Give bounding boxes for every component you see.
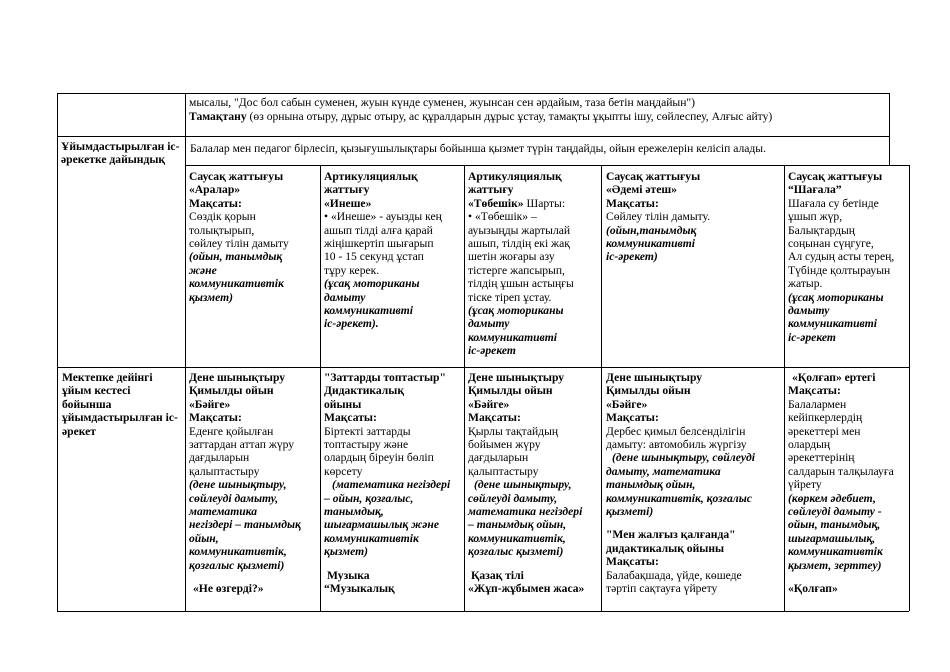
prep-col-2-name: «Инеше» — [324, 196, 372, 210]
prep-col-5-note: (ұсақ моториканы — [788, 290, 884, 304]
prep-col-1-note: және — [189, 263, 217, 277]
org-col-1-heading: Дене шынықтыру — [189, 371, 286, 384]
org-col-4-game2-type: дидактикалық ойыны — [606, 541, 725, 555]
org-col-1-note: (дене шынықтыру, — [189, 478, 287, 492]
org-col-1-note: ойын, — [189, 531, 219, 545]
org-col-4-game2-text: тәртіп сақтауға үйрету — [606, 582, 718, 596]
label-column-border — [185, 93, 186, 611]
org-col-3-note: – танымдық ойын, — [468, 518, 567, 532]
org-col-1-text: заттардан аттап жүру — [189, 438, 295, 452]
org-col-5-text: олардың — [788, 438, 831, 452]
org-col-3-text: қалыптастыру — [468, 464, 539, 478]
org-col-2-note: коммуникативтік — [324, 531, 419, 545]
prep-col-1-text: сөйлеу тілін дамыту — [189, 237, 289, 251]
prep-col-5-title: Саусақ жаттығуы — [788, 170, 883, 183]
org-col-5-note: коммуникативтік — [788, 545, 883, 559]
prep-col-3 — [468, 170, 600, 358]
org-col-5-text: әрекеттері мен — [788, 424, 861, 438]
org-col-2-note: танымдық, — [324, 505, 384, 519]
row-divider-1 — [57, 136, 890, 137]
prep-col-4-text: Сөйлеу тілін дамыту. — [606, 210, 711, 224]
org-col-5-title: «Қолғап» — [792, 371, 842, 384]
prep-col-1 — [189, 170, 319, 304]
org-col-3-note: коммуникативтік, — [468, 531, 566, 545]
org-col-1-goal-label: Мақсаты: — [189, 411, 242, 425]
prep-col-3-title: Артикуляциялық — [468, 170, 562, 183]
prep-col-1-text: Сөздік қорын — [189, 210, 256, 224]
org-col-4-text: дамыту: автомобиль жүргізу — [606, 438, 747, 452]
org-col-3-lang-title: «Жұп-жұбымен жаса» — [468, 582, 585, 596]
org-col-1-note: негіздері – танымдық — [189, 518, 301, 532]
prep-col-3-note: дамыту — [468, 317, 510, 331]
prep-col-2-note: (ұсақ моториканы — [324, 277, 420, 291]
prep-col-5-text: ұшып жүр, — [788, 210, 843, 224]
org-col-3-lang-heading: Қазақ тілі — [471, 568, 524, 582]
org-col-3-heading: «Бәйге» — [468, 397, 510, 411]
table-right-border — [909, 165, 910, 611]
prep-col-5-name: “Шағала” — [788, 183, 842, 197]
org-col-3-text: Қырлы тақтайдың — [468, 424, 559, 438]
org-col-2-note: – ойын, қозғалыс, — [324, 491, 414, 505]
org-col-4 — [606, 371, 783, 596]
meal-heading: Тамақтану — [189, 109, 247, 123]
org-col-4-heading: Қимылды ойын — [606, 384, 691, 398]
org-col-4-note: дамыту, математика — [606, 464, 721, 478]
org-col-1-text: дағдыларын — [189, 451, 250, 465]
org-col-5-note: шығармашылық, — [788, 531, 876, 545]
org-col-4-heading: «Бәйге» — [606, 397, 648, 411]
org-col-5-text: Балалармен — [788, 397, 847, 411]
org-col-1-next-game: «Не өзгерді?» — [193, 582, 264, 596]
prep-col-3-note: іс-әрекет — [468, 344, 516, 358]
org-col-1 — [189, 371, 319, 596]
org-col-2-heading: "Заттарды топтастыр" — [324, 371, 446, 384]
org-col-4-note: коммуникативтік, қозғалыс — [606, 491, 752, 505]
org-col-2-goal-label: Мақсаты: — [324, 411, 377, 425]
org-col-5-goal-label: Мақсаты: — [788, 384, 841, 398]
org-col-5 — [788, 371, 908, 596]
prep-col-1-note: коммуникативтік — [189, 277, 284, 291]
prep-col-5-text: Ал судың асты терең, — [788, 250, 895, 264]
org-col-5-title-line — [788, 371, 908, 384]
org-col-2-heading: Дидактикалық — [324, 384, 405, 398]
org-col-3-note: сөйлеуді дамыту, — [468, 491, 558, 505]
prep-col-3-text: тілдің ұшын астыңғы — [468, 277, 574, 291]
prep-col-3-name: «Төбешік» — [468, 196, 524, 210]
org-col-2-note: қызмет) — [324, 545, 368, 559]
prep-col-5-text: Шағала су бетінде — [788, 196, 879, 210]
org-col-3-text: бойымен жүру — [468, 438, 541, 452]
org-col-3-note: математика негіздері — [468, 505, 583, 519]
org-col-4-note: танымдық ойын, — [606, 478, 696, 492]
org-col-2-heading: ойыны — [324, 397, 362, 411]
org-col-4-text: Дербес қимыл белсенділігін — [606, 424, 746, 438]
prep-col-2-text: • «Инеше» - ауызды кең — [324, 210, 442, 224]
org-col-4-game2-goal-label: Мақсаты: — [606, 555, 659, 569]
org-col-4-game2-text: Балабақшада, үйде, көшеде — [606, 568, 742, 582]
prep-col-3-subtitle: жаттығу — [468, 183, 514, 197]
row-prep-label: Ұйымдастырылған іс-әрекетке дайындық — [61, 140, 180, 167]
org-col-1-heading: «Бәйге» — [189, 397, 231, 411]
meal-description: (өз орнына отыру, дұрыс отыру, ас құралдарын дұрыс ұстау, тамақты ұқыпты ішу, сөйлеспеу, Алғыс айту) — [246, 109, 773, 123]
org-col-1-note: коммуникативтік, — [189, 545, 287, 559]
org-col-5-text: салдарын талқылауға — [788, 464, 894, 478]
prep-col-3-name-line — [468, 197, 600, 210]
prep-col-1-title: Саусақ жаттығуы — [189, 170, 284, 183]
prep-col-2-note: дамыту — [324, 290, 366, 304]
org-col-1-note: қозғалыс қызметі) — [189, 558, 285, 572]
org-col-1-note: сөйлеуді дамыту, — [189, 491, 279, 505]
org-col-3-note: қозғалыс қызметі) — [468, 545, 564, 559]
prep-col-1-name: «Аралар» — [189, 183, 241, 197]
prep-col-3-note: (ұсақ моториканы — [468, 304, 564, 318]
prep-col-4-note: (ойын,танымдық — [606, 223, 697, 237]
prep-col-4-goal-label: Мақсаты: — [606, 196, 659, 210]
table-left-border — [57, 93, 58, 611]
table-top-border — [57, 93, 890, 94]
prep-col-2-subtitle: жаттығу — [324, 183, 370, 197]
org-col-1-heading: Қимылды ойын — [189, 384, 274, 398]
prep-col-4-name: «Әдемі әтеш» — [606, 183, 677, 197]
prep-col-1-goal-label: Мақсаты: — [189, 196, 242, 210]
prep-col-5-note: дамыту — [788, 304, 830, 318]
prep-col-2-text: 10 - 15 секунд ұстап — [324, 250, 424, 264]
org-col-3-text: дағдыларын — [468, 451, 529, 465]
prep-col-5-note: іс-әрекет — [788, 330, 836, 344]
prep-col-3-text: шетін жоғары азу — [468, 250, 555, 264]
org-col-5-text: үйрету — [788, 478, 822, 492]
org-col-2-music-heading: Музыка — [327, 568, 370, 582]
prep-col-5-text: соңынан сүңгуге, — [788, 237, 874, 251]
prep-col-3-note: коммуникативті — [468, 330, 557, 344]
org-col-4-heading: Дене шынықтыру — [606, 371, 703, 384]
org-col-5-next-title: «Қолғап» — [788, 582, 838, 596]
prep-col-2-text: жіңішкертіп шығарып — [324, 237, 434, 251]
org-col-3-goal-label: Мақсаты: — [468, 411, 521, 425]
org-col-1-note: математика — [189, 505, 258, 519]
prep-col-1-note: қызмет) — [189, 290, 233, 304]
row-org-label: Мектепке дейінгі ұйым кестесі бойынша ұйымдастырылған іс-әрекет — [62, 371, 178, 438]
col-border-1 — [320, 165, 321, 611]
row-divider-2 — [185, 165, 909, 166]
table-bottom-border — [57, 611, 909, 612]
org-col-2-music-title: “Музыкалық — [324, 582, 395, 596]
prep-col-3-text: тіске тіреп ұстау. — [468, 290, 552, 304]
org-col-5-text: әрекеттерінің — [788, 451, 855, 465]
org-col-2-note: (математика негіздері — [332, 478, 451, 492]
prep-col-5-text: Балықтардың — [788, 223, 856, 237]
prep-col-2 — [324, 170, 463, 331]
prep-col-1-text: толықтырып, — [189, 223, 255, 237]
col-border-4 — [784, 165, 785, 611]
org-col-3 — [468, 371, 600, 596]
org-col-5-note: қызмет, зерттеу) — [788, 558, 882, 572]
prep-col-3-condition: Шарты: — [523, 196, 566, 210]
prep-col-4 — [606, 170, 782, 264]
col-border-2 — [464, 165, 465, 611]
org-col-1-text: қалыптастыру — [189, 464, 260, 478]
prep-col-2-note: коммуникативті — [324, 304, 413, 318]
col-border-3 — [601, 165, 602, 611]
org-col-4-note: қызметі) — [606, 505, 654, 519]
org-col-5-note: (көркем әдебиет, — [788, 491, 876, 505]
org-col-2-text: топтастыру және — [324, 438, 409, 452]
prep-col-5-text: Түбінде қолтырауын — [788, 263, 891, 277]
prep-col-2-text: тұру керек. — [324, 263, 380, 277]
org-col-3-heading: Қимылды ойын — [468, 384, 553, 398]
prep-col-3-text: • «Төбешік» – — [468, 210, 537, 224]
prep-col-4-note: коммуникативті — [606, 237, 695, 251]
prep-col-3-text: ашып, тілдің екі жақ — [468, 237, 570, 251]
prep-col-1-note: (ойын, танымдық — [189, 250, 283, 264]
prep-col-2-title: Артикуляциялық — [324, 170, 418, 183]
prep-col-3-text: тістерге жапсырып, — [468, 263, 565, 277]
org-col-5-note: сөйлеуді дамыту - — [788, 505, 882, 519]
org-col-2-text: Біртекті заттарды — [324, 424, 411, 438]
prep-col-2-text: ашып тілді алға қарай — [324, 223, 433, 237]
prep-col-2-note: іс-әрекет). — [324, 317, 379, 331]
org-col-5-text: кейіпкерлердің — [788, 411, 863, 425]
prep-col-4-note: іс-әрекет) — [606, 250, 658, 264]
org-col-2 — [324, 371, 463, 596]
org-col-2-text: олардың біреуін бөліп — [324, 451, 434, 465]
org-col-5-note: ойын, танымдық, — [788, 518, 881, 532]
org-col-4-game2-title: "Мен жалғыз қалғанда" — [606, 528, 736, 542]
org-col-4-note: (дене шынықтыру, сөйлеуді — [612, 451, 755, 465]
row-top-content — [189, 96, 889, 123]
org-col-1-text: Еденге қойылған — [189, 424, 274, 438]
org-col-2-note: шығармашылық және — [324, 518, 439, 532]
org-col-4-goal-label: Мақсаты: — [606, 411, 659, 425]
prep-col-5 — [788, 170, 908, 344]
org-col-3-heading: Дене шынықтыру — [468, 371, 565, 384]
prep-col-4-title: Саусақ жаттығуы — [606, 170, 701, 183]
prep-col-5-note: коммуникативті — [788, 317, 877, 331]
row-top-line1: мысалы, "Дос бол сабын суменен, жуын күнде суменен, жуынсан сен әрдайым, таза бетін маңдайын") — [189, 96, 696, 109]
org-col-3-note: (дене шынықтыру, — [474, 478, 572, 492]
prep-col-3-text: ауызыңды жартылай — [468, 223, 571, 237]
org-col-5-title-type: ертегі — [841, 371, 876, 384]
row-prep-intro: Балалар мен педагог бірлесіп, қызығушылықтары бойынша қызмет түрін таңдайды, ойын ережелерін келісіп алады. — [190, 142, 766, 155]
row-top-line2 — [189, 110, 889, 124]
prep-col-5-text: жатыр. — [788, 277, 823, 291]
org-col-2-text: көрсету — [324, 464, 363, 478]
